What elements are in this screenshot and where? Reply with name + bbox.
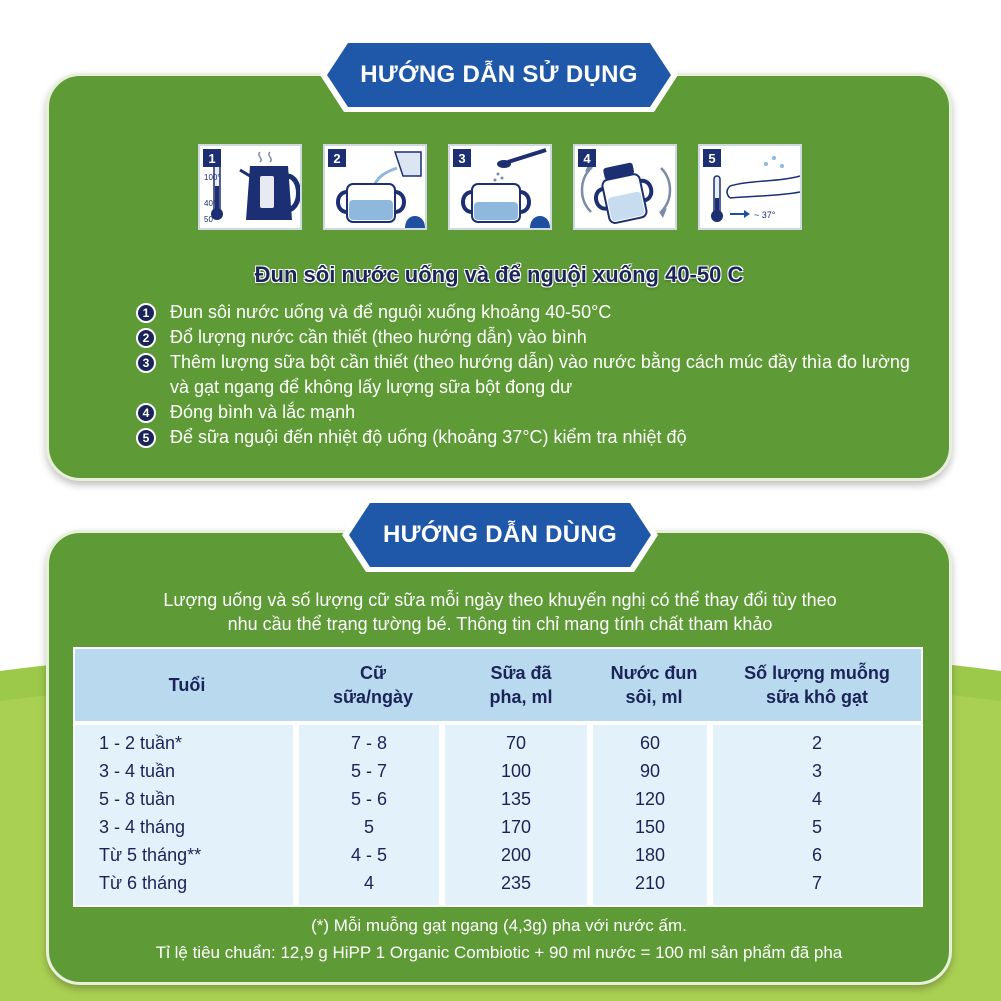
table-cell: 5 [363, 817, 374, 837]
header-age: Tuổi [168, 675, 206, 695]
instruction-item [136, 400, 926, 425]
table-cell: 180 [634, 845, 666, 865]
step-5-image [698, 144, 802, 230]
table-cell: 2 [811, 733, 822, 753]
usage-instructions-banner [318, 36, 680, 114]
table-cell: 90 [639, 761, 661, 781]
column-boiled-water [593, 725, 707, 905]
table-cell: 70 [505, 733, 527, 753]
table-cell: 1 - 2 tuần* [99, 733, 183, 753]
preparation-steps [198, 144, 802, 230]
section-title: HƯỚNG DẪN DÙNG [383, 521, 617, 548]
feeding-guide-banner [340, 496, 660, 574]
step-5-temp: ~ 37° [754, 210, 776, 220]
table-cell: 235 [500, 873, 532, 893]
header-boiled-water: Nước đun sôi, ml [610, 663, 698, 707]
instruction-number: 4 [136, 403, 156, 423]
table-cell: 120 [634, 789, 666, 809]
step-1-image [198, 144, 302, 230]
column-prepared-milk [445, 725, 587, 905]
instruction-item [136, 325, 926, 350]
footnote-ratio: Tỉ lệ tiêu chuẩn: 12,9 g HiPP 1 Organic Combiotic + 90 ml nước = 100 ml sản phẩm đã pha [155, 943, 843, 962]
table-cell: 3 - 4 tuần [99, 761, 176, 781]
column-age [75, 725, 293, 905]
table-cell: 5 - 7 [350, 761, 388, 781]
intro-line-1: Lượng uống và số lượng cữ sữa mỗi ngày theo khuyến nghị có thể thay đổi tùy theo [163, 590, 837, 610]
table-cell: 170 [500, 817, 532, 837]
table-cell: 4 [363, 873, 374, 893]
instruction-list [136, 300, 926, 450]
instruction-number: 5 [136, 428, 156, 448]
step-number: 4 [578, 149, 596, 167]
column-scoops [713, 725, 921, 905]
section-title: HƯỚNG DẪN SỬ DỤNG [360, 61, 638, 88]
table-cell: 200 [500, 845, 532, 865]
instruction-item [136, 350, 926, 400]
table-cell: 60 [639, 733, 661, 753]
step-2-image [323, 144, 427, 230]
table-header-row [75, 649, 921, 721]
table-cell: 150 [634, 817, 666, 837]
table-cell: 4 - 5 [350, 845, 388, 865]
column-feeds [299, 725, 439, 905]
boil-water-heading: Đun sôi nước uống và để nguội xuống 40-50 C [254, 262, 744, 287]
table-cell: 7 - 8 [350, 733, 388, 753]
step-1-temp-100: 100° [204, 173, 221, 182]
instruction-number: 1 [136, 303, 156, 323]
table-cell: 4 [811, 789, 822, 809]
step-number: 5 [703, 149, 721, 167]
intro-line-2: nhu cầu thể trạng tường bé. Thông tin chỉ mang tính chất tham khảo [227, 614, 773, 634]
step-1-temp-50: 50° [204, 215, 217, 224]
table-cell: 5 [811, 817, 822, 837]
table-cell: 100 [500, 761, 532, 781]
instruction-item [136, 300, 926, 325]
instruction-text: Đun sôi nước uống và để nguội xuống khoảng 40-50°C [170, 302, 612, 322]
header-scoops: Số lượng muỗng sữa khô gạt [744, 663, 890, 707]
table-cell: 5 - 8 tuần [99, 789, 176, 809]
table-cell: 7 [811, 873, 822, 893]
table-body [75, 725, 921, 905]
instruction-number: 2 [136, 328, 156, 348]
table-cell: 6 [811, 845, 822, 865]
step-number: 2 [328, 149, 346, 167]
instruction-text: Đóng bình và lắc mạnh [170, 402, 356, 422]
instruction-item [136, 425, 926, 450]
step-1-temp-40: 40°- [204, 199, 219, 208]
instruction-text: Đổ lượng nước cần thiết (theo hướng dẫn) vào bình [170, 327, 587, 347]
table-cell: 3 - 4 tháng [99, 817, 186, 837]
feeding-intro-text [60, 588, 940, 636]
table-cell: Từ 6 tháng [99, 873, 188, 893]
feeding-table [73, 647, 923, 907]
step-number: 3 [453, 149, 471, 167]
instruction-text: Để sữa nguội đến nhiệt độ uống (khoảng 37°C) kiểm tra nhiệt độ [170, 427, 687, 447]
instruction-text: Thêm lượng sữa bột cần thiết (theo hướng dẫn) vào nước bằng cách múc đầy thìa đo lường và gạt ngang để không lấy lượng sữa bột đong dư [170, 352, 910, 397]
step-number: 1 [203, 149, 221, 167]
table-cell: 5 - 6 [350, 789, 388, 809]
instruction-number: 3 [136, 353, 156, 373]
header-feeds-per-day: Cữ sữa/ngày [332, 663, 414, 707]
table-cell: 210 [634, 873, 666, 893]
table-cell: 135 [500, 789, 532, 809]
step-4-image [573, 144, 677, 230]
step-3-image [448, 144, 552, 230]
header-prepared-milk: Sữa đã pha, ml [489, 663, 553, 707]
table-cell: Từ 5 tháng** [99, 845, 202, 865]
table-cell: 3 [811, 761, 822, 781]
footnote-scoop: (*) Mỗi muỗng gạt ngang (4,3g) pha với nước ấm. [311, 916, 687, 935]
